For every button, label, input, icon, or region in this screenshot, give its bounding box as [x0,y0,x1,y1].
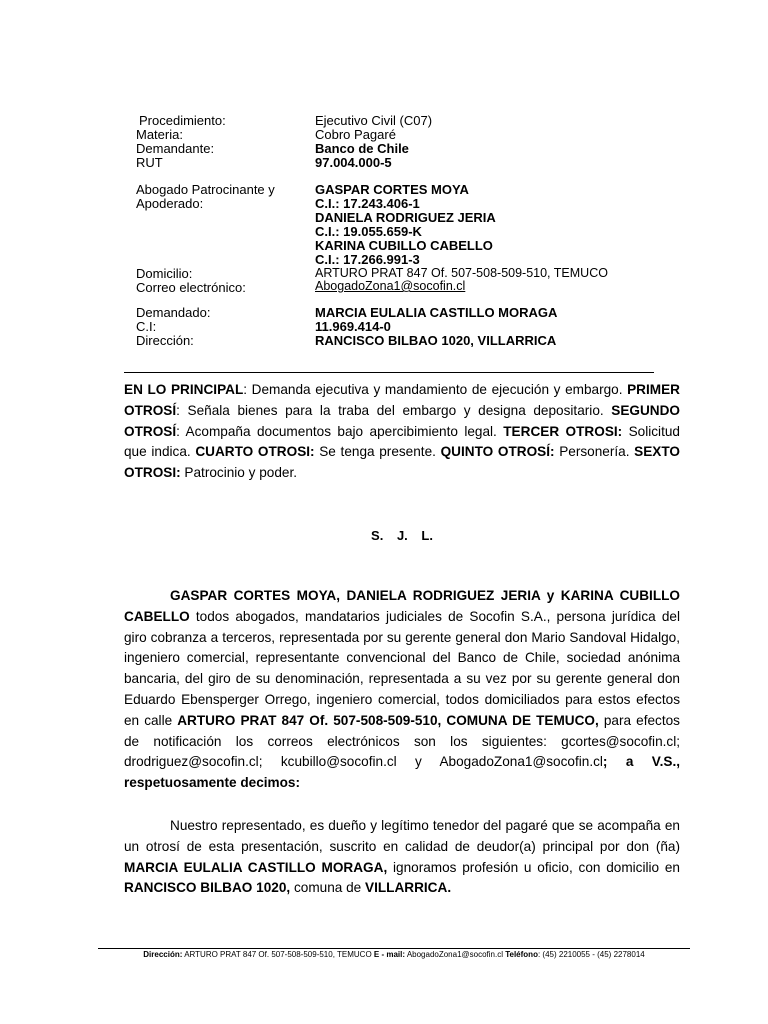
paragraph-appearance [124,586,680,794]
sexto-otrosi-label: SEXTO OTROSI: [124,444,681,481]
abogado-name-2: DANIELA RODRIGUEZ JERIA [315,210,496,225]
segundo-otrosi-text: : Acompaña documentos bajo apercibimiento legal. [176,423,504,439]
quinto-otrosi-text: Personería. [554,444,635,460]
correo-link[interactable]: AbogadoZona1@socofin.cl [315,279,466,293]
cuarto-otrosi-label: CUARTO OTROSI: [195,444,315,460]
abogado-name-1: GASPAR CORTES MOYA [315,182,469,197]
paragraph-debtor [124,816,680,899]
demandante-label: Demandante: [136,141,215,156]
correo-label: Correo electrónico: [136,280,246,295]
footer-direccion-value: ARTURO PRAT 847 Of. 507-508-509-510, TEMUCO [182,950,374,959]
materia-label: Materia: [136,127,183,142]
demandado-label: Demandado: [136,305,211,320]
abogado-ci-1: C.I.: 17.243.406-1 [315,196,420,211]
paragraph-2-text-b: ignoramos profesión u oficio, con domicilio en [387,859,680,875]
sexto-otrosi-text: Patrocinio y poder. [180,465,298,481]
principal-text: : Demanda ejecutiva y mandamiento de ejecución y embargo. [243,382,628,397]
abogado-label-line2: Apoderado: [136,196,204,211]
demandante-value: Banco de Chile [315,141,409,156]
segundo-otrosi-label: SEGUNDO OTROSÍ [124,402,680,439]
materia-value: Cobro Pagaré [315,127,396,142]
abogado-label-line1: Abogado Patrocinante y [136,182,275,197]
cuarto-otrosi-text: Se tenga presente. [314,444,441,460]
page-footer [98,950,690,960]
debtor-city: VILLARRICA. [365,880,452,896]
demandado-value: MARCIA EULALIA CASTILLO MORAGA [315,305,558,320]
principal-label: EN LO PRINCIPAL [124,382,244,397]
abogado-name-3: KARINA CUBILLO CABELLO [315,238,493,253]
procedimiento-label: Procedimiento: [139,113,226,128]
paragraph-2-text-a: Nuestro representado, es dueño y legítimo tenedor del pagaré que se acompaña en un otrosí de esta presentación, suscrito en calidad de deudor(a) principal por don (ña) [124,818,680,854]
procedimiento-value: Ejecutivo Civil (C07) [315,113,433,128]
abogado-ci-2: C.I.: 19.055.659-K [315,224,422,239]
footer-email-label: E - mail: [373,950,406,959]
paragraph-1-text-b: para efectos de notificación los correos electrónicos son los siguientes: gcortes@socofin.cl; drodriguez@socofin.cl; kcubillo@socofin.cl y AbogadoZona1@socofin.cl [124,712,680,770]
ci-value: 11.969.414-0 [315,319,391,334]
petitions-summary [124,380,680,484]
domicilio-label: Domicilio: [136,266,193,281]
abogado-ci-3: C.I.: 17.266.991-3 [315,252,420,267]
footer-divider [98,948,690,949]
direccion-value: RANCISCO BILBAO 1020, VILLARRICA [315,333,557,348]
tercer-otrosi-text: Solicitud que indica. [124,423,680,460]
paragraph-1-text-a: todos abogados, mandatarios judiciales de Socofin S.A., persona jurídica del giro cobranza a terceros, representada por su gerente general don Mario Sandoval Hidalgo, ingeniero comercial, representante convencional del Banco de Chile, sociedad anónima bancaria, del giro de su denominación, representada a su vez por su gerente general don Eduardo Ebensperger Orrego, ingeniero comercial, todos domiciliados para estos efectos en calle [124,608,680,728]
quinto-otrosi-label: QUINTO OTROSÍ: [440,444,555,460]
footer-telefono-value: : (45) 2210055 - (45) 2278014 [537,950,645,959]
debtor-address: RANCISCO BILBAO 1020, [124,880,291,896]
primer-otrosi-text: : Señala bienes para la traba del embargo y designa depositario. [176,402,612,418]
ci-label: C.I: [136,319,157,334]
rut-value: 97.004.000-5 [315,155,392,170]
footer-direccion-label: Dirección: [143,950,183,959]
header-divider [124,372,654,373]
tercer-otrosi-label: TERCER OTROSI: [503,423,623,439]
lawyers-names: GASPAR CORTES MOYA, DANIELA RODRIGUEZ JERIA y KARINA CUBILLO CABELLO [124,588,680,624]
rut-label: RUT [136,155,163,170]
header-block [0,0,768,360]
paragraph-1-text-c: ; a V.S., respetuosamente decimos: [124,754,680,791]
primer-otrosi-label: PRIMER OTROSÍ [124,382,680,418]
footer-email-value[interactable]: AbogadoZona1@socofin.cl [405,950,506,959]
sjl-heading: S. J. L. [371,528,433,543]
office-address: ARTURO PRAT 847 Of. 507-508-509-510, COMUNA DE TEMUCO, [177,712,599,728]
domicilio-value: ARTURO PRAT 847 Of. 507-508-509-510, TEMUCO [315,266,608,280]
debtor-name: MARCIA EULALIA CASTILLO MORAGA, [124,859,388,875]
direccion-label: Dirección: [136,333,194,348]
paragraph-2-text-c: comuna de [290,880,365,896]
footer-telefono-label: Teléfono [505,950,538,959]
